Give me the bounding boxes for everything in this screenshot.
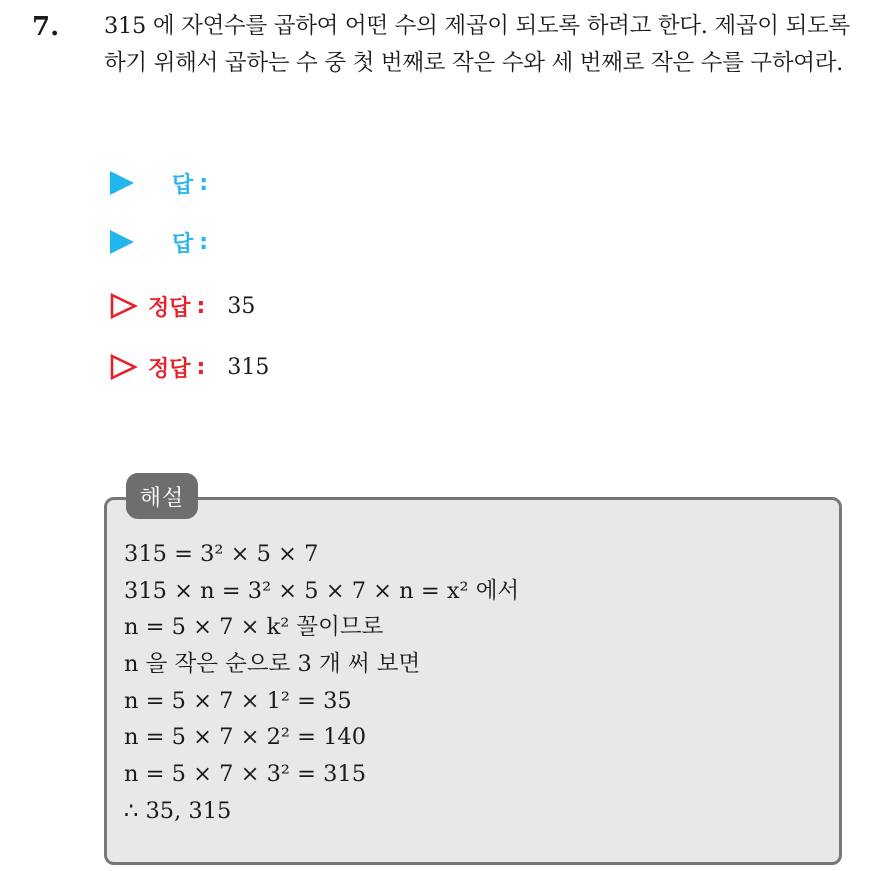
triangle-outline-icon bbox=[110, 354, 138, 380]
correct-answer-label: 정답 bbox=[148, 356, 191, 382]
correct-answer-row bbox=[110, 289, 255, 323]
solution-line: n = 5 × 7 × 1² = 35 bbox=[124, 687, 352, 714]
question-text: 315 에 자연수를 곱하여 어떤 수의 제곱이 되도록 하려고 한다. 제곱이 되도록 하기 위해서 곱하는 수 중 첫 번째로 작은 수와 세 번째로 작은 수를 구하여라. bbox=[104, 13, 850, 76]
solution-line: 315 × n = 3² × 5 × 7 × n = x² 에서 bbox=[124, 577, 520, 604]
solution-line: 315 = 3² × 5 × 7 bbox=[124, 541, 319, 567]
answer-label: 답 bbox=[172, 231, 194, 257]
solution-tab: 해설 bbox=[126, 473, 198, 519]
answer-blank-row bbox=[110, 166, 208, 200]
triangle-filled-icon bbox=[110, 230, 134, 254]
correct-answer-value: 315 bbox=[227, 354, 270, 380]
solution-lines bbox=[124, 536, 824, 830]
answer-colon: : bbox=[199, 170, 209, 196]
question-number: 7. bbox=[32, 12, 60, 42]
triangle-filled-icon bbox=[110, 171, 134, 195]
solution-line: n = 5 × 7 × 3² = 315 bbox=[124, 761, 367, 788]
correct-answer-value: 35 bbox=[227, 293, 256, 319]
solution-line: ∴ 35, 315 bbox=[124, 797, 232, 824]
correct-answer-label: 정답 bbox=[148, 295, 191, 321]
triangle-outline-icon bbox=[110, 293, 138, 319]
correct-answer-row bbox=[110, 350, 269, 384]
correct-answer-colon: : bbox=[196, 293, 206, 319]
answer-colon: : bbox=[199, 229, 209, 255]
solution-line: n = 5 × 7 × 2² = 140 bbox=[124, 724, 367, 751]
answer-label: 답 bbox=[172, 172, 194, 198]
correct-answer-colon: : bbox=[196, 354, 206, 380]
answer-blank-row bbox=[110, 225, 208, 259]
solution-line: n 을 작은 순으로 3 개 써 보면 bbox=[124, 651, 421, 678]
solution-line: n = 5 × 7 × k² 꼴이므로 bbox=[124, 614, 384, 641]
